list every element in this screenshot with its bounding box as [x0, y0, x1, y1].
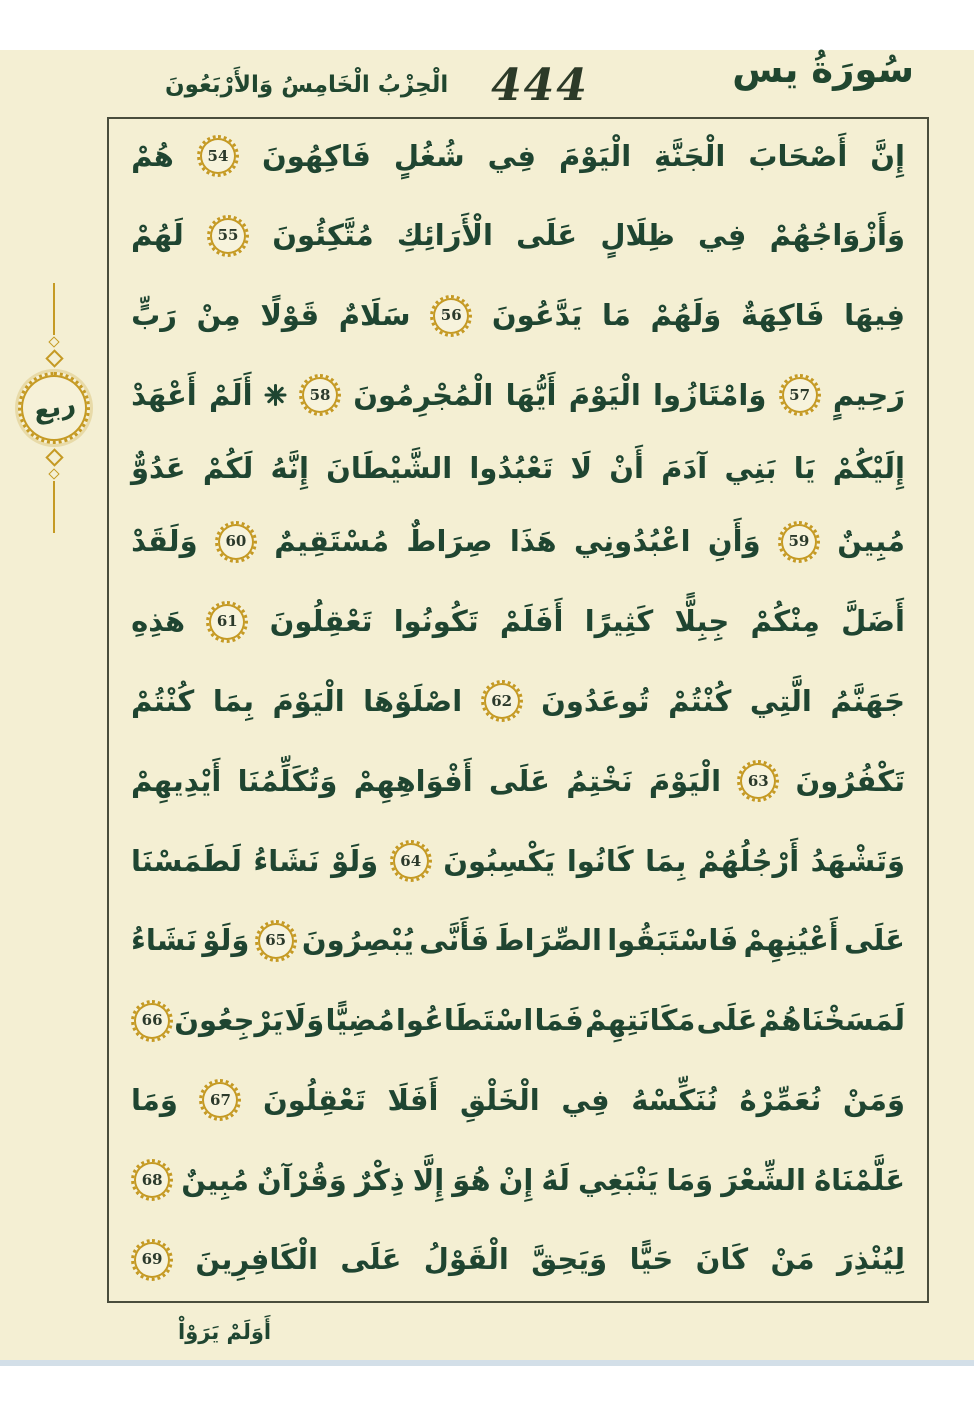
quran-word: مُسْتَقِيمٌ: [274, 524, 390, 559]
quran-word: الْكَافِرِينَ: [195, 1242, 319, 1277]
quran-word: سَلَامٌ: [338, 298, 411, 333]
verse-number-medallion: [131, 1159, 173, 1201]
quran-word: عَلَى: [696, 1003, 758, 1038]
verse-number: 56: [440, 306, 462, 325]
quran-word: مُبِينٌ: [181, 1162, 249, 1197]
verse-number-medallion: [197, 135, 239, 177]
quran-word: الْأَرَائِكِ: [396, 218, 493, 253]
quran-word: لَهُمْ: [131, 218, 184, 253]
verse-number-medallion: [199, 1079, 241, 1121]
verse-number: 61: [216, 612, 238, 631]
quran-word: يَكْسِبُونَ: [443, 843, 556, 878]
quran-word: الْيَوْمَ: [568, 377, 641, 412]
quran-word: آدَمَ: [661, 451, 708, 486]
quran-word: إِنَّهُ: [270, 451, 309, 486]
quran-word: بِمَا: [212, 683, 255, 718]
quran-word: أَفْوَاهِهِمْ: [353, 763, 473, 798]
quran-word: اسْتَطَاعُوا: [395, 1003, 534, 1038]
quran-word: مَا: [601, 298, 631, 333]
quran-word: فِيهَا: [844, 298, 905, 333]
quran-word: فَاكِهَةٌ: [740, 298, 825, 333]
quran-word: أَفَلَمْ: [499, 604, 564, 639]
verse-number: 59: [788, 532, 810, 551]
quran-word: الْيَوْمَ: [648, 763, 722, 798]
quran-word: وَامْتَازُوا: [653, 377, 767, 412]
verse-number-medallion: [207, 215, 249, 257]
quran-word: كَانُوا: [566, 843, 634, 878]
quran-word: قَوْلًا: [260, 298, 320, 333]
quran-line: [131, 1000, 905, 1042]
quran-word: فِي: [561, 1082, 610, 1117]
quran-line: [131, 135, 905, 177]
quran-word: أَرْجُلُهُمْ: [697, 843, 800, 878]
quran-word: تَكْفُرُونَ: [795, 763, 905, 798]
verse-number-medallion: [430, 295, 472, 337]
quran-word: ذِكْرٌ: [354, 1162, 405, 1197]
quran-word: يَرْجِعُونَ: [174, 1003, 284, 1038]
quran-word: حَيًّا: [629, 1242, 674, 1277]
diamond-icon: [45, 349, 63, 367]
quran-word: أَصْحَابَ: [748, 138, 848, 173]
verse-number: 68: [141, 1170, 163, 1189]
quran-word: وَأَزْوَاجُهُمْ: [769, 218, 905, 253]
page-bottom-edge: [0, 1360, 974, 1366]
quran-word: اعْبُدُونِي: [573, 524, 691, 559]
quran-word: عَلَى: [516, 218, 578, 253]
verse-number-medallion: [299, 374, 341, 416]
quran-word: نَشَاءُ: [253, 843, 320, 878]
quran-word: الَّتِي: [749, 683, 812, 718]
quran-word: يُبْصِرُونَ: [301, 923, 414, 958]
verse-number-medallion: [737, 760, 779, 802]
verse-number: 63: [747, 771, 769, 790]
quran-word: شُغُلٍ: [393, 138, 465, 173]
quran-word: صِرَاطٌ: [406, 524, 493, 559]
quran-word: كَانَ: [695, 1242, 749, 1277]
verse-number: 69: [141, 1250, 163, 1269]
verse-number-medallion: [390, 840, 432, 882]
quran-word: لَهُ: [541, 1162, 570, 1197]
quran-word: أَعْهَدْ: [131, 377, 197, 412]
quran-word: إِنْ: [498, 1162, 534, 1197]
quran-word: وَمَنْ: [842, 1082, 905, 1117]
quran-word: الشَّيْطَانَ: [326, 451, 453, 486]
quran-word: مَنْ: [770, 1242, 815, 1277]
quran-word: الْقَوْلُ: [423, 1242, 509, 1277]
verse-number-medallion: [131, 1239, 173, 1281]
quran-word: الْيَوْمَ: [559, 138, 632, 173]
quran-line: [131, 374, 905, 416]
quran-line: [131, 1079, 905, 1121]
quran-word: مِنْكُمْ: [750, 604, 820, 639]
verse-number: 55: [217, 226, 239, 245]
quran-word: يَا: [793, 451, 816, 486]
quran-word: عَلَى: [489, 763, 550, 798]
quran-word: وَلَوْ: [331, 843, 379, 878]
quarter-marker-label: ربع: [30, 388, 78, 428]
quarter-medallion-icon: [18, 372, 90, 444]
quran-word: وَقُرْآنٌ: [257, 1162, 347, 1197]
verse-number-medallion: [215, 521, 257, 563]
quran-word: فَمَا: [534, 1003, 584, 1038]
quran-word: أَلَمْ: [208, 377, 253, 412]
hizb-label: الْحِزْبُ الْخَامِسُ وَالأَرْبَعُونَ: [165, 72, 449, 98]
quran-word: وَأَنِ: [707, 524, 761, 559]
quran-line: [131, 920, 905, 962]
quran-word: رَبٍّ: [131, 298, 177, 333]
verse-number: 54: [207, 146, 229, 165]
quran-word: نُعَمِّرْهُ: [739, 1082, 822, 1117]
quran-word: بِمَا: [645, 843, 687, 878]
quran-line: [131, 295, 905, 337]
quran-word: يَدَّعُونَ: [491, 298, 583, 333]
quran-word: فَاسْتَبَقُوا: [607, 923, 739, 958]
quran-word: إِلَّا: [412, 1162, 445, 1197]
verse-number: 58: [309, 385, 331, 404]
quran-word: هُمْ: [131, 138, 174, 173]
quran-word: وَتَشْهَدُ: [810, 843, 905, 878]
quran-word: اصْلَوْهَا: [363, 683, 463, 718]
quran-word: كُنْتُمْ: [668, 683, 732, 718]
margin-quarter-ornament: [12, 250, 96, 566]
quran-line: [131, 680, 905, 722]
quran-line: [131, 601, 905, 643]
quran-word: فِي: [487, 138, 536, 173]
quran-line: [131, 1239, 905, 1281]
quran-word: إِلَيْكُمْ: [832, 451, 905, 486]
quran-word: وَلَوْ: [202, 923, 250, 958]
diamond-icon: [48, 468, 59, 479]
quran-word: الشِّعْرَ: [721, 1162, 806, 1197]
quran-line: [131, 760, 905, 802]
quran-word: الْجَنَّةِ: [654, 138, 726, 173]
quran-word: تَكُونُوا: [393, 604, 479, 639]
quran-word: أَعْيُنِهِمْ: [743, 923, 839, 958]
quran-line: [131, 215, 905, 257]
quran-word: تَعْقِلُونَ: [269, 604, 373, 639]
quran-word: مُضِيًّا: [325, 1003, 395, 1038]
verse-number: 62: [491, 691, 513, 710]
quran-word: الْخَلْقِ: [460, 1082, 540, 1117]
verse-number: 65: [265, 931, 287, 950]
quran-word: أَفَلَا: [387, 1082, 439, 1117]
quran-word: بَنِي: [724, 451, 777, 486]
quran-word: وَلَا: [284, 1003, 325, 1038]
verse-number: 66: [141, 1011, 163, 1030]
quran-word: عَدُوٌّ: [131, 451, 186, 486]
quran-word: مُتَّكِئُونَ: [272, 218, 374, 253]
quran-line: [131, 840, 905, 882]
quran-word: مَكَانَتِهِمْ: [584, 1003, 696, 1038]
quran-word: رَحِيمٍ: [832, 377, 905, 412]
quran-word: وَلَقَدْ: [131, 524, 198, 559]
diamond-icon: [45, 448, 63, 466]
quran-word: نَخْتِمُ: [566, 763, 633, 798]
quran-word: وَلَهُمْ: [650, 298, 722, 333]
quran-word: فَأَنَّى: [419, 923, 490, 958]
verse-number: 64: [400, 851, 422, 870]
quran-line: [131, 521, 905, 563]
quran-word: أَضَلَّ: [841, 604, 905, 639]
ornament-stem-bottom-icon: [53, 481, 55, 533]
quran-word: هَذَا: [509, 524, 557, 559]
quran-word: ظِلَالٍ: [600, 218, 675, 253]
quran-word: كَثِيرًا: [584, 604, 654, 639]
quran-word: نُنَكِّسْهُ: [631, 1082, 718, 1117]
quran-word: وَيَحِقَّ: [531, 1242, 608, 1277]
quran-word: فَاكِهُونَ: [261, 138, 371, 173]
quran-word: تَعْبُدُوا: [469, 451, 554, 486]
quran-word: إِنَّ: [870, 138, 905, 173]
quran-word: وَتُكَلِّمُنَا: [237, 763, 338, 798]
quran-word: لَمَسَخْنَاهُمْ: [758, 1003, 905, 1038]
quran-word: وَمَا: [131, 1082, 178, 1117]
page-number: 444: [491, 60, 589, 111]
quran-word: هُوَ: [452, 1162, 491, 1197]
quran-word: الْيَوْمَ: [272, 683, 345, 718]
quran-word: أَيْدِيهِمْ: [131, 763, 222, 798]
ruku-star-icon: [265, 384, 287, 406]
quran-word: أَيُّهَا: [505, 377, 557, 412]
quran-word: هَذِهِ: [131, 604, 186, 639]
quran-word: جِبِلًّا: [674, 604, 730, 639]
verse-number-medallion: [206, 601, 248, 643]
quran-line: [131, 1159, 905, 1201]
verse-number-medallion: [255, 920, 297, 962]
quran-word: لِيُنْذِرَ: [836, 1242, 905, 1277]
quran-word: كُنْتُمْ: [131, 683, 195, 718]
verse-number-medallion: [131, 1000, 173, 1042]
quran-line: [131, 451, 905, 486]
verse-number-medallion: [778, 521, 820, 563]
verse-number-medallion: [481, 680, 523, 722]
quran-text-frame: [107, 117, 929, 1303]
quran-word: عَلَى: [340, 1242, 402, 1277]
quran-word: جَهَنَّمُ: [830, 683, 905, 718]
quran-word: أَنْ: [609, 451, 644, 486]
quran-word: تَعْقِلُونَ: [263, 1082, 366, 1117]
diamond-icon: [48, 336, 59, 347]
quran-word: مِنْ: [196, 298, 241, 333]
quran-word: فِي: [698, 218, 747, 253]
ornament-stem-top-icon: [53, 283, 55, 335]
quran-word: يَنْبَغِي: [577, 1162, 659, 1197]
verse-number: 67: [210, 1090, 231, 1109]
catchword: أَوَلَمْ يَرَوْاْ: [178, 1320, 272, 1344]
quran-word: نَشَاءُ: [131, 923, 198, 958]
surah-title: سُورَةُ يس: [732, 48, 914, 91]
quran-word: لَكُمْ: [202, 451, 254, 486]
quran-word: عَلَى: [844, 923, 905, 958]
verse-number: 60: [225, 532, 247, 551]
quran-word: مُبِينٌ: [837, 524, 905, 559]
quran-word: لَا: [570, 451, 593, 486]
quran-word: عَلَّمْنَاهُ: [814, 1162, 905, 1197]
verse-number-medallion: [779, 374, 821, 416]
verse-number: 57: [789, 385, 811, 404]
quran-word: الْمُجْرِمُونَ: [353, 377, 494, 412]
quran-word: تُوعَدُونَ: [541, 683, 650, 718]
quran-word: لَطَمَسْنَا: [131, 843, 242, 878]
quran-word: الصِّرَاطَ: [494, 923, 602, 958]
quran-word: وَمَا: [666, 1162, 714, 1197]
